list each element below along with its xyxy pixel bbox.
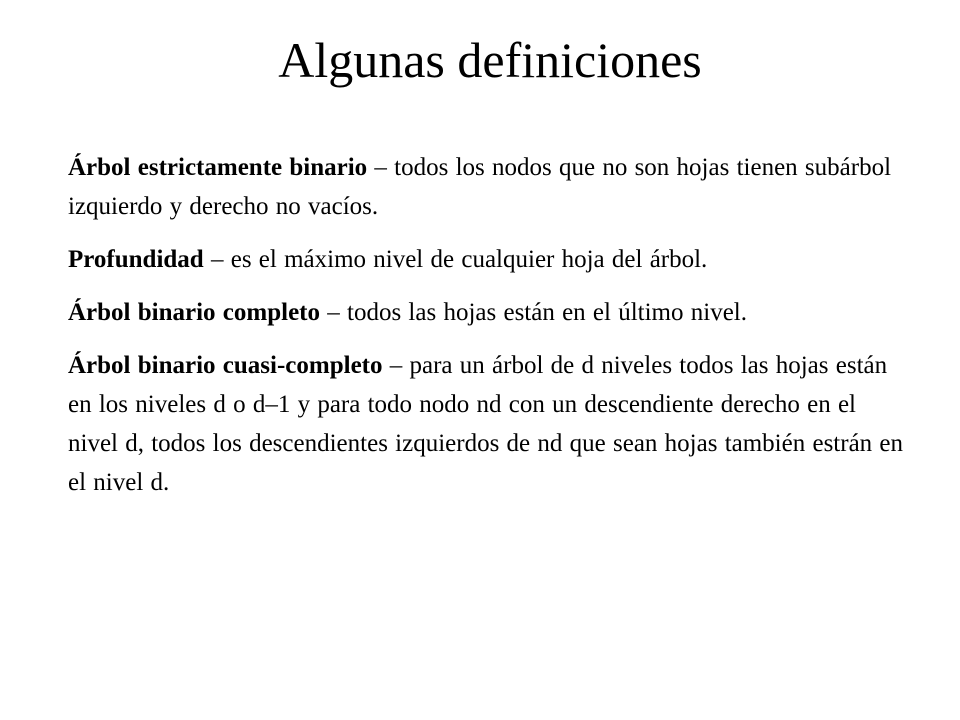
definition-text: – todos los nodos que no son hojas tienen subárbol izquierdo y derecho no vacíos. bbox=[68, 154, 892, 220]
definition-text: – todos las hojas están en el último nivel. bbox=[320, 299, 747, 326]
definition-depth bbox=[68, 240, 908, 279]
definition-term: Árbol binario cuasi-completo bbox=[68, 352, 383, 379]
definitions-list bbox=[68, 148, 908, 516]
slide-title: Algunas definiciones bbox=[278, 32, 702, 88]
definition-term: Árbol estrictamente binario bbox=[68, 154, 368, 181]
definition-term: Profundidad bbox=[68, 246, 204, 273]
definition-text: – es el máximo nivel de cualquier hoja del árbol. bbox=[203, 246, 708, 273]
definition-almost-complete-binary-tree bbox=[68, 346, 908, 502]
definition-strict-binary-tree bbox=[68, 148, 908, 226]
definition-complete-binary-tree bbox=[68, 293, 908, 332]
definition-text: – para un árbol de d niveles todos las hojas están en los niveles d o d–1 y para todo nodo nd con un descendiente derecho en el nivel d, todos los descendientes izquierdos de nd que sean hojas también estrán en el nivel d. bbox=[68, 352, 904, 496]
definition-term: Árbol binario completo bbox=[68, 299, 320, 326]
